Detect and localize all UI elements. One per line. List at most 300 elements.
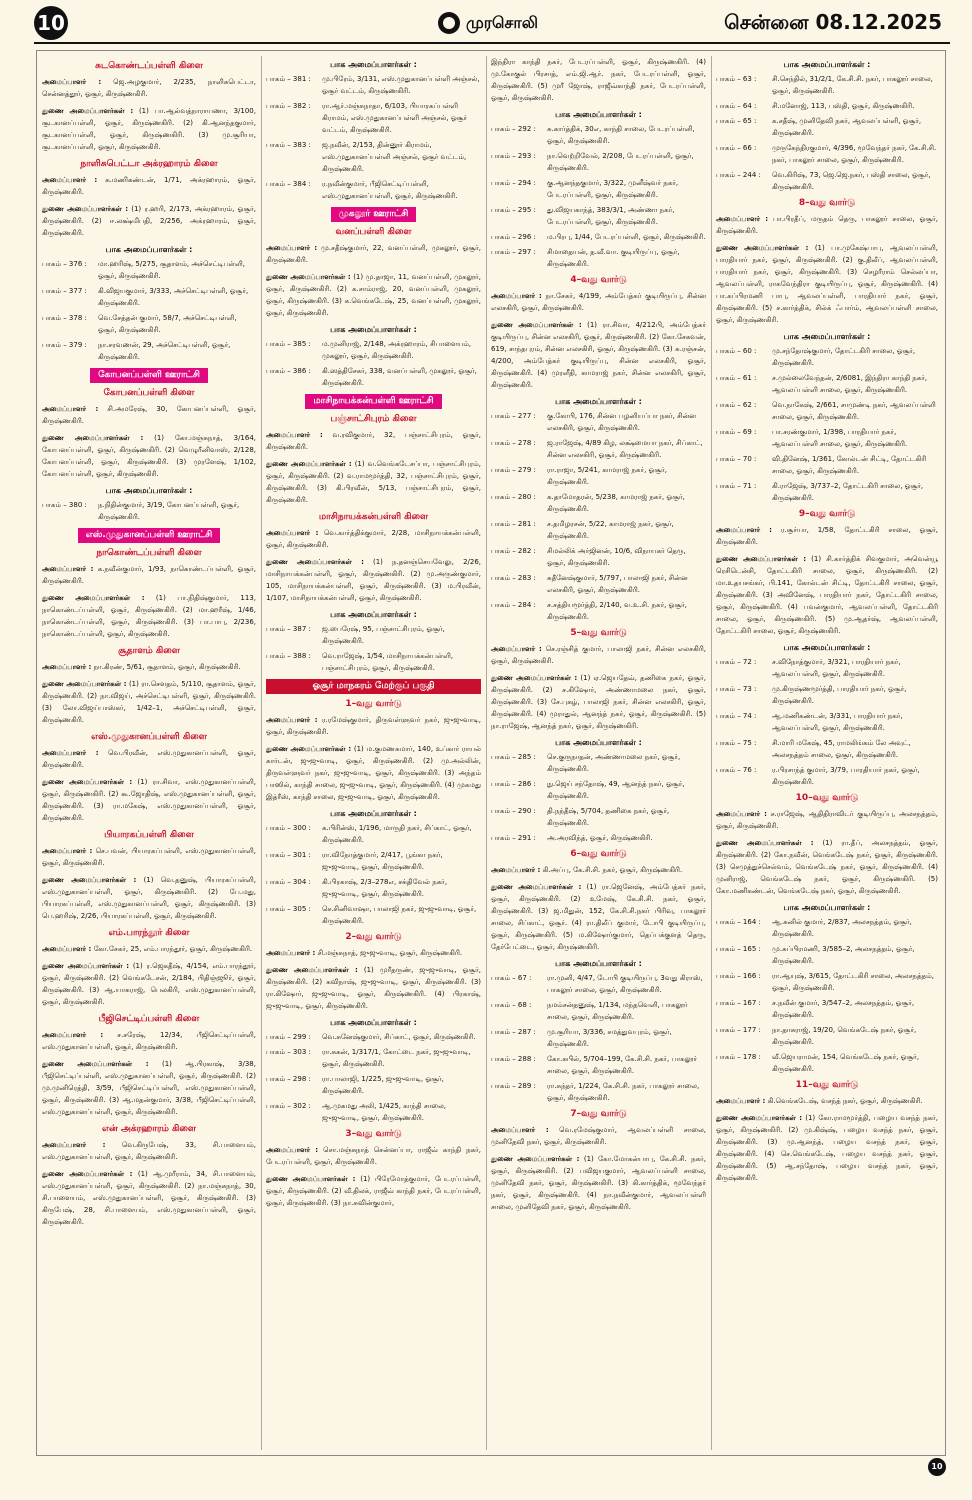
elephant-logo-icon: [438, 12, 460, 34]
booth-organizer: மு.சுப்பிரமணி, 3/585–2, அலசநத்தம், ஓசூர், கிருஷ்ணகிரி.: [772, 945, 915, 965]
booth-row: [42, 285, 256, 309]
booth-row: [491, 123, 706, 147]
role-label: அமைப்பாளர் :: [266, 949, 316, 957]
booth-number: பாகம் – 286 :: [491, 780, 536, 788]
booth-organizers-heading: பாக அமைப்பாளர்கள் :: [330, 325, 417, 334]
role-label: துணை அமைப்பாளர்கள் :: [266, 273, 351, 281]
booth-organizer: ர.நவீன்குமார், பீஜிசெட்டிப்பள்ளி, எஸ்.முதுகானப்பள்ளி, ஓசூர், கிருஷ்ணகிரி.: [322, 180, 458, 200]
role-label: அமைப்பாளர் :: [716, 1097, 766, 1105]
booth-organizer: செ.சினிவாஷா, பாலாஜி நகர், ஜுஜுவாடி, ஓசூர், கிருஷ்ணகிரி.: [322, 905, 477, 925]
booth-number: பாகம் – 71 :: [716, 482, 757, 490]
organizer-entry: [716, 808, 938, 832]
dateline: சென்னை 08.12.2025: [724, 10, 942, 34]
booth-organizer: சு.கார்த்திக், 30எ, காந்தி சாலை, பேடரப்பள்ளி, ஓசூர், கிருஷ்ணகிரி.: [547, 125, 695, 145]
booth-organizer: மு.கிருஷ்ணமூர்த்தி, பாரதியார் நகர், ஓசூர், கிருஷ்ணகிரி.: [772, 685, 907, 705]
booth-number: பாகம் – 304 :: [266, 878, 311, 886]
organizer-details: வெ.பிரவீன், எஸ்.முதுகானப்பள்ளி, ஓசூர், கிருஷ்ணகிரி.: [42, 749, 256, 769]
booth-number: பாகம் – 60 :: [716, 347, 757, 355]
booth-organizer: ச.முல்லைவேந்தன், 2/6081, இந்திரா காந்தி நகர், ஆவலப்பள்ளி சாலை, ஓசூர், கிருஷ்ணகிரி.: [772, 374, 928, 394]
organizer-details: ஜெ.அழகுமார், 2/235, நாளிசுபெட்டா, சென்னத்தூர், ஓசூர், கிருஷ்ணகிரி.: [42, 78, 256, 98]
booth-organizer: ம.பிரபு, 1/44, பேடரப்பள்ளி, ஓசூர், கிருஷ்ணகிரி.: [547, 233, 706, 241]
booth-organizer: ச.நவீன் குமார், 3/547–2, அலசநத்தம், ஓசூர், கிருஷ்ணகிரி.: [772, 999, 915, 1019]
role-label: துணை அமைப்பாளர்கள் :: [491, 883, 582, 891]
booth-organizer: நு.ஜெய் சந்தோஷ், 49, ஆனந்த் நகர், ஓசூர், கிருஷ்ணகிரி.: [547, 780, 685, 800]
booth-organizer: மு.சந்தோஷ்குமார், தோட்டகிரி சாலை, ஓசூர், கிருஷ்ணகிரி.: [772, 347, 916, 367]
organizer-details: நா.சேகர், 4/199, அம்பேத்கர் குடியிருப்பு, சின்ன எலசகிரி, ஓசூர், கிருஷ்ணகிரி.: [491, 292, 706, 312]
organizer-entry: [42, 76, 256, 100]
booth-row: [491, 751, 706, 775]
booth-number: பாகம் – 287 :: [491, 1028, 536, 1036]
booth-number: பாகம் – 382 :: [266, 102, 311, 110]
booth-number: பாகம் – 279 :: [491, 466, 536, 474]
organizer-entry: [716, 837, 938, 897]
organizer-details: செ.ரஞ்சித் குமார், பாலாஜி நகர், சின்ன எலசகிரி, ஓசூர், கிருஷ்ணகிரி.: [491, 645, 706, 665]
booth-row: [266, 338, 481, 362]
booth-number: பாகம் – 277 :: [491, 412, 536, 420]
branch-heading: 11–வது வார்டு: [795, 1080, 859, 1090]
organizer-entry: [42, 845, 256, 869]
booth-organizers-heading: பாக அமைப்பாளர்கள் :: [783, 60, 871, 69]
role-label: அமைப்பாளர் :: [42, 78, 102, 86]
organizer-details: (1) ரா.ஜெனேஷ், அம்பேத்கர் நகர், ஓசூர், கிருஷ்ணகிரி. (2) உமேஷ், கே.சி.சி. நகர், ஓசூர், கிருஷ்ணகிரி. (3) ஜ.மிதுன், 152, கே.சி.சி.நகர் பிரிவு, பாகலூர் சாலை, சிப்காட், ஓசூர். (4) ரா.திலீப் குமார், டோபி குடியிருப்பு, ஓசூர், கிருஷ்ணகிரி. (5) ம.கிஷோர்குமார், தெப்பக்குளத் தெரு, தேர்பேட்டை, ஓசூர், கிருஷ்ணகிரி.: [491, 883, 706, 951]
booth-organizer: நமம்சன்தனுஷ், 1/134, மந்தவெளி, பாகலூர் சாலை, ஓசூர், கிருஷ்ணகிரி.: [547, 1001, 688, 1021]
branch-heading: எம்.பாரந்தூர் கிளை: [108, 928, 190, 938]
role-label: துணை அமைப்பாளர்கள் :: [42, 107, 134, 115]
booth-number: பாகம் – 296 :: [491, 233, 536, 241]
organizer-entry: [716, 1112, 938, 1184]
organizer-entry: [266, 429, 481, 453]
branch-heading: 1–வது வார்டு: [345, 699, 402, 709]
booth-row: [716, 943, 938, 967]
booth-organizers-heading: பாக அமைப்பாளர்கள் :: [555, 110, 642, 119]
booth-organizers-heading: பாக அமைப்பாளர்கள் :: [555, 397, 642, 406]
organizer-details: (1) வ.வெங்கடேசப்பா, பஞ்சாட்சிபுரம், ஓசூர், கிருஷ்ணகிரி. (2) வ.ராமமூர்த்தி, 32, பஞ்சாட்சிபுரம், ஓசூர், கிருஷ்ணகிரி. (3) கி.பிரவீன், 5/13, பஞ்சாட்சிபுரம், ஓசூர், கிருஷ்ணகிரி.: [266, 460, 481, 504]
role-label: அமைப்பாளர் :: [716, 526, 772, 534]
organizer-details: (1) கோ.மஞ்சுநாத், 3/164, கோபனப்பள்ளி, ஓசூர், கிருஷ்ணகிரி. (2) வெழுரீனிவாஸ், 2/128, கோபனப்பள்ளி, ஓசூர், கிருஷ்ணகிரி. (3) முரளேஷ், 1/102, கோபனப்பள்ளி, ஓசூர், கிருஷ்ணகிரி.: [42, 434, 256, 478]
booth-row: [266, 903, 481, 927]
booth-organizer: அ.அரவிந்த், ஓசூர், கிருஷ்ணகிரி.: [547, 834, 653, 842]
role-label: அமைப்பாளர் :: [491, 1126, 549, 1134]
booth-row: [266, 1073, 481, 1097]
booth-number: பாகம் – 282 :: [491, 547, 536, 555]
organizer-details: சொ.மஞ்சுநாத் சென்னப்பா, ராஜீவ் காந்தி நகர், பேடரப்பள்ளி, ஓசூர், கிருஷ்ணகிரி.: [266, 1146, 481, 1166]
organizer-entry: [42, 1029, 256, 1053]
booth-organizer: வீ.ஜெயராமன், 154, வெங்கடேஷ் நகர், ஓசூர், கிருஷ்ணகிரி.: [772, 1053, 920, 1073]
booth-row: [716, 73, 938, 97]
booth-number: பாகம் – 284 :: [491, 601, 536, 609]
booth-row: [491, 1053, 706, 1077]
organizer-entry: [491, 56, 706, 104]
organizer-details: க.மணிகண்டன், 1/71, அக்ரஹாரம், ஓசூர், கிருஷ்ணகிரி.: [42, 176, 256, 196]
organizer-details: (1) பா.ஆல்வத்நாராயணா, 3/100, சூடகானப்பள்ளி, ஓசூர், கிருஷ்ணகிரி. (2) கி.ஆனந்தகுமார், சூடகானப்பள்ளி, ஓசூர், கிருஷ்ணகிரி. (3) மு.சூரியா, சூடகானப்பள்ளி, ஓசூர், கிருஷ்ணகிரி.: [42, 107, 256, 151]
masthead-title: முரசொலி: [466, 12, 538, 32]
booth-row: [266, 1046, 481, 1070]
organizer-entry: [491, 672, 706, 732]
branch-heading: 8–வது வார்டு: [798, 198, 856, 208]
role-label: துணை அமைப்பாளர்கள் :: [491, 321, 582, 329]
page-header: [0, 0, 972, 44]
column-1: [42, 56, 256, 1450]
booth-number: பாகம் – 387 :: [266, 625, 311, 633]
organizer-details: சி.அமரேஷ், 30, கோபனப்பள்ளி, ஓசூர், கிருஷ்ணகிரி.: [42, 405, 256, 425]
booth-number: பாகம் – 380 :: [42, 501, 87, 509]
organizer-details: வெ.ரமேஷ்குமார், ஆவலப்பள்ளி சாலை, முனிதேவி நகர், ஓசூர், கிருஷ்ணகிரி.: [491, 1126, 706, 1146]
booth-row: [716, 916, 938, 940]
booth-number: பாகம் – 388 :: [266, 652, 311, 660]
organizer-details: (1) பா.நிதிஷ்குமார், 113, நாகொண்டப்பள்ளி, ஓசூர், கிருஷ்ணகிரி. (2) மா.ஹரீஷ், 1/46, நாகொண்டப்பள்ளி, ஓசூர், கிருஷ்ணகிரி. (3) பா.பாபு, 2/236, நாகொண்டப்பள்ளி, ஓசூர், கிருஷ்ணகிரி.: [42, 594, 256, 638]
branch-heading: 5–வது வார்டு: [570, 628, 627, 638]
organizer-details: (1) ர.ஜெகதீஷ், 4/154, எம்.பாரந்தூர், ஓசூர், கிருஷ்ணகிரி. (2) வெங்கடேசன், 2/184, பிதிஞ்ஜூர், ஓசூர், கிருஷ்ணகிரி. (3) ஆ.யாசுராஜ், பெலகிரி, எஸ்.முதுகானப்பள்ளி, ஓசூர், கிருஷ்ணகிரி.: [42, 962, 256, 1006]
organizer-entry: [491, 1124, 706, 1148]
booth-organizer: முருகேந்திரகுமார், 4/396, மூவேந்தர் நகர், கே.சி.சி. நகர், பாகலூர் சாலை, ஓசூர், கிருஷ்ணகிரி.: [772, 144, 937, 164]
organizer-entry: [42, 403, 256, 427]
booth-number: பாகம் – 292 :: [491, 125, 536, 133]
booth-number: பாகம் – 67 :: [491, 974, 532, 982]
branch-heading: 10–வது வார்டு: [795, 793, 859, 803]
booth-number: பாகம் – 385 :: [266, 340, 311, 348]
booth-organizers-heading: பாக அமைப்பாளர்கள் :: [783, 903, 871, 912]
booth-row: [491, 999, 706, 1023]
booth-organizer: ரா.பாலாஜி, 1/225, ஜுஜுவாடி, ஓசூர், கிருஷ்ணகிரி.: [322, 1075, 444, 1095]
branch-heading: 4–வது வார்டு: [570, 275, 627, 285]
booth-number: பாகம் – 66 :: [716, 144, 757, 152]
booth-row: [266, 365, 481, 389]
role-label: துணை அமைப்பாளர்கள் :: [716, 1114, 803, 1122]
organizer-details: வெ.கிருபேஷ், 33, சி.பாளையம், எஸ்.முதுகானப்பள்ளி, ஓசூர், கிருஷ்ணகிரி.: [42, 1141, 256, 1161]
booth-number: பாகம் – 166 :: [716, 972, 761, 980]
booth-organizer: சுதீனேஷ்குமார், 5/797, பாலாஜி நகர், சின்ன எலசகிரி, ஓசூர், கிருஷ்ணகிரி.: [547, 574, 688, 594]
column-4: [716, 56, 938, 1450]
organizer-entry: [491, 881, 706, 953]
booth-number: பாகம் – 297 :: [491, 248, 536, 256]
booth-row: [716, 169, 938, 193]
booth-organizer: ந.நிதின்குமார், 3/19, கோபனப்பள்ளி, ஓசூர், கிருஷ்ணகிரி.: [98, 501, 240, 521]
booth-organizer: சி.மாரி மகேஷ், 45, ராமலிங்கம் லே அவுட், அலசநத்தம் சாலை, ஓசூர், கிருஷ்ணகிரி.: [772, 739, 911, 759]
organizer-entry: [42, 563, 256, 587]
booth-row: [716, 764, 938, 788]
booth-row: [716, 142, 938, 166]
organizer-details: வ.ரவிகுமார், 32, பஞ்சாட்சிபுரம், ஓசூர், கிருஷ்ணகிரி.: [266, 431, 481, 451]
organizer-details: (1) கோ.ராமமூர்த்தி, பழைய வசந்த் நகர், ஓசூர், கிருஷ்ணகிரி. (2) மு.கிஷ்ஷ், பழைய வசந்த் நகர், ஓசூர், கிருஷ்ணகிரி. (3) மு.ஆனந்த், பழைய வசந்த் நகர், ஓசூர், கிருஷ்ணகிரி. (4) செ.வெங்கடேஷ், பழைய வசந்த் நகர், ஓசூர், கிருஷ்ணகிரி. (5) ஆ.சந்தோஷ், பழைய வசந்த் நகர், ஓசூர், கிருஷ்ணகிரி.: [716, 1114, 938, 1182]
booth-organizer: கோ.சுபில், 5/704–199, கே.சி.சி. நகர், பாகலூர் சாலை, ஓசூர், கிருஷ்ணகிரி.: [547, 1055, 697, 1075]
branch-heading: மாசிநாயக்கன்பள்ளி கிளை: [318, 512, 429, 522]
organizer-entry: [42, 960, 256, 1008]
role-label: அமைப்பாளர் :: [42, 847, 93, 855]
organizer-details: சி.மஞ்சுநாத், ஜுஜுவாடி, ஓசூர், கிருஷ்ணகிரி.: [317, 949, 463, 957]
branch-heading: எஸ்.முதுகானப்பள்ளி கிளை: [91, 732, 207, 742]
booth-number: பாகம் – 378 :: [42, 314, 87, 322]
booth-number: பாகம் – 294 :: [491, 179, 536, 187]
role-label: துணை அமைப்பாளர்கள் :: [42, 205, 129, 213]
organizer-entry: [266, 1173, 481, 1209]
role-label: துணை அமைப்பாளர்கள் :: [266, 558, 364, 566]
organizer-entry: [491, 290, 706, 314]
organizer-details: (1) முரீதருண், ஜுஜுவாடி, ஓசூர், கிருஷ்ணகிரி. (2) கவிநாஷ், ஜுஜுவாடி, ஓசூர், கிருஷ்ணகிரி. (3) ரா.கிஷோர், ஜுஜுவாடி, ஓசூர், கிருஷ்ணகிரி. (4) பிரகாஷ், ஜுஜுவாடி, ஓசூர், கிருஷ்ணகிரி.: [266, 966, 481, 1010]
organizer-details: (1) ரா.சிவா, எஸ்.முதுகானப்பள்ளி, ஓசூர், கிருஷ்ணகிரி. (2) கூ.ஜோதிஷ், எஸ்.முதுகானப்பள்ளி, ஓசூர், கிருஷ்ணகிரி. (3) ரா.மகேஷ், எஸ்.முதுகானப்பள்ளி, ஓசூர், கிருஷ்ணகிரி.: [42, 778, 256, 822]
role-label: அமைப்பாளர் :: [716, 810, 767, 818]
role-label: அமைப்பாளர் :: [42, 1031, 104, 1039]
role-label: துணை அமைப்பாளர்கள் :: [266, 1175, 356, 1183]
organizer-details: (1) ரா.தீப், அலசநத்தம், ஓசூர், கிருஷ்ணகிரி. (2) கோ.நவீன், வெங்கடேஷ் நகர், ஓசூர், கிருஷ்ணகிரி. (3) செமுத்துச்செல்வம், வெங்கடேஷ் நகர், ஓசூர், கிருஷ்ணகிரி. (4) முனிராஜ், வெங்கடேஷ் நகர், ஓசூர், கிருஷ்ணகிரி. (5) கோ.மணிகண்டன், வெங்கடேஷ் நகர், ஓசூர், கிருஷ்ணகிரி.: [716, 839, 938, 895]
booth-organizers-heading: பாக அமைப்பாளர்கள் :: [330, 610, 417, 619]
booth-organizer: ரா.சுகன், 1/317/1, கோட்டை நகர், ஜுஜுவாடி, ஓசூர், கிருஷ்ணகிரி.: [322, 1048, 471, 1068]
organizer-details: (1) ரா.சௌதம், 5/110, சூதாளம், ஓசூர், கிருஷ்ணகிரி. (2) நா.விஜய், அச்செட்டிபள்ளி, ஓசூர், கிருஷ்ணகிரி. (3) லோ.விஜய்பாஸ்கர், 1/42–1, அச்செட்டிபள்ளி, ஓசூர், கிருஷ்ணகிரி.: [42, 680, 256, 724]
booth-organizer: கி.ஸத்திசேகர், 338, வனப்பள்ளி, முகலூர், ஓசூர், கிருஷ்ணகிரி.: [322, 367, 477, 387]
organizer-details: (1) ர.ஹரி, 2/173, அக்ரஹாரம், ஓசூர், கிருஷ்ணகிரி. (2) ஈ.லக்ஷ்மிபதி, 2/256, அக்ரஹாரம், ஓசூர், கிருஷ்ணகிரி.: [42, 205, 256, 237]
booth-row: [266, 1031, 481, 1043]
organizer-entry: [42, 1168, 256, 1228]
booth-organizer: ஆ.சுனில் குமார், 2/837, அலசநத்தம், ஓசூர், கிருஷ்ணகிரி.: [772, 918, 912, 938]
booth-organizer: நா.சரவணன், 29, அச்செட்டிபள்ளி, ஓசூர், கிருஷ்ணகிரி.: [98, 341, 231, 361]
organizer-entry: [266, 947, 481, 959]
organizer-entry: [42, 1139, 256, 1163]
booth-row: [716, 1051, 938, 1075]
organizer-entry: [42, 432, 256, 480]
organizer-entry: [266, 242, 481, 266]
organizer-details: மு.சதீஷ்குமார், 22, வனப்பள்ளி, முகலூர், ஓசூர், கிருஷ்ணகிரி.: [266, 244, 481, 264]
booth-row: [491, 410, 706, 434]
column-divider: [711, 56, 712, 1450]
booth-row: [491, 832, 706, 844]
role-label: துணை அமைப்பாளர்கள் :: [266, 966, 358, 974]
header-rule: [34, 42, 950, 44]
role-label: துணை அமைப்பாளர்கள் :: [491, 674, 578, 682]
organizer-entry: [266, 527, 481, 551]
booth-organizer: கி.விஜயகுமார், 3/333, அச்செட்டிபள்ளி, ஓசூர், கிருஷ்ணகிரி.: [98, 287, 249, 307]
role-label: அமைப்பாளர் :: [266, 431, 323, 439]
booth-row: [491, 204, 706, 228]
booth-row: [716, 399, 938, 423]
booth-organizer: ரா.சுந்தர், 1/224, கே.சி.சி. நகர், பாகலூர் சாலை, ஓசூர், கிருஷ்ணகிரி.: [547, 1082, 700, 1102]
organizer-details: வெ.கார்த்திக்குமார், 2/28, மாசிநாயக்கன்பள்ளி, ஓசூர், கிருஷ்ணகிரி.: [266, 529, 481, 549]
booth-row: [491, 1026, 706, 1050]
booth-organizer: பா.சரண்குமார், 1/398, பாரதியார் நகர், ஆவலப்பள்ளி சாலை, ஓசூர், கிருஷ்ணகிரி.: [772, 428, 908, 448]
booth-row: [716, 480, 938, 504]
booth-number: பாகம் – 285 :: [491, 753, 536, 761]
organizer-entry: [266, 458, 481, 506]
booth-organizer: ரா.முனி, 4/47, டோபி குடியிருப்பு, 3வது கிராஸ், பாகலூர் சாலை, ஓசூர், கிருஷ்ணகிரி.: [547, 974, 703, 994]
booth-organizer: வெ.கிரிஷ், 73, ஜெ.ஜெ.நகர், பஸ்தி சாலை, ஓசூர், கிருஷ்ணகிரி.: [772, 171, 931, 191]
role-label: துணை அமைப்பாளர்கள் :: [266, 460, 352, 468]
column-3: [491, 56, 706, 1450]
booth-number: பாகம் – 280 :: [491, 493, 536, 501]
organizer-entry: [491, 643, 706, 667]
booth-number: பாகம் – 63 :: [716, 75, 757, 83]
organizer-details: செ.பவன், பியாரகப்பள்ளி, எஸ்.முதுகானப்பள்ளி, ஓசூர், கிருஷ்ணகிரி.: [42, 847, 256, 867]
organizer-entry: [716, 524, 938, 548]
booth-number: பாகம் – 178 :: [716, 1053, 761, 1061]
booth-number: பாகம் – 278 :: [491, 439, 536, 447]
booth-organizer: ம.முனிராஜ், 2/148, அக்ரஹாரம், சிபாளையம், முகலூர், ஓசூர், கிருஷ்ணகிரி.: [322, 340, 472, 360]
booth-number: பாகம் – 76 :: [716, 766, 757, 774]
column-divider: [261, 56, 262, 1450]
organizer-details: கி.அப்பு, கே.சி.சி. நகர், ஓசூர், கிருஷ்ணகிரி.: [542, 866, 683, 874]
booth-number: பாகம் – 165 :: [716, 945, 761, 953]
organizer-entry: [42, 661, 256, 673]
role-label: அமைப்பாளர் :: [42, 1141, 106, 1149]
booth-organizer: தி.நந்தீஷ், 5/704, தணிகை நகர், ஓசூர், கிருஷ்ணகிரி.: [547, 807, 670, 827]
role-label: அமைப்பாளர் :: [716, 215, 769, 223]
branch-heading: 2–வது வார்டு: [345, 932, 402, 942]
organizer-entry: [266, 743, 481, 803]
booth-number: பாகம் – 301 :: [266, 851, 311, 859]
booth-number: பாகம் – 72 :: [716, 658, 757, 666]
booth-row: [716, 115, 938, 139]
column-2: [266, 56, 481, 1450]
role-label: அமைப்பாளர் :: [42, 176, 98, 184]
booth-row: [42, 258, 256, 282]
booth-row: [716, 997, 938, 1021]
organizer-details: (1) ஆ.பிரகாஷ், 3/38, பீஜிசெட்டிப்பள்ளி, எஸ்.முதுகானப்பள்ளி, ஓசூர், கிருஷ்ணகிரி. (2) மு.முனிரெத்தி, 3/59, பீஜிசெட்டிப்பள்ளி, எஸ்.முதுகானப்பள்ளி, ஓசூர், கிருஷ்ணகிரி. (3) ஆ.மதன்குமார், 3/38, பீஜிசெட்டிப்பள்ளி, எஸ்.முதுகானப்பள்ளி, ஓசூர், கிருஷ்ணகிரி.: [42, 1060, 256, 1116]
booth-row: [716, 656, 938, 680]
booth-row: [491, 518, 706, 542]
booth-number: பாகம் – 62 :: [716, 401, 757, 409]
organizer-entry: [266, 271, 481, 319]
branch-heading: பஞ்சாட்சிபுரம் கிளை: [330, 414, 417, 424]
role-label: அமைப்பாளர் :: [42, 405, 99, 413]
organizer-details: க.நவீன்குமார், 1/93, நாகொண்டப்பள்ளி, ஓசூர், கிருஷ்ணகிரி.: [42, 565, 256, 585]
organizer-details: (1) ந.தனஞ்செயவேலு, 2/26, மாசிநாயக்கன்பள்ளி, ஓசூர், கிருஷ்ணகிரி. (2) மு.அருண்குமார், 105, மாசிநாயக்கன்பள்ளி, ஓசூர், கிருஷ்ணகிரி. (3) ம.பிரவீன், 1/107, மாசிநாயக்கன்பள்ளி, ஓசூர், கிருஷ்ணகிரி.: [266, 558, 481, 602]
booth-row: [716, 100, 938, 112]
booth-number: பாகம் – 300 :: [266, 824, 311, 832]
role-label: அமைப்பாளர் :: [266, 1146, 319, 1154]
booth-row: [716, 970, 938, 994]
booth-number: பாகம் – 298 :: [266, 1075, 311, 1083]
organizer-details: ர.ரமேஷ்குமார், திருவள்ளுவர் நகர், ஜுஜுவாடி, ஓசூர், கிருஷ்ணகிரி.: [266, 716, 481, 736]
booth-organizer: ர.பிரசாந்த் குமார், 3/79, பாரதியார் நகர், ஓசூர், கிருஷ்ணகிரி.: [772, 766, 920, 786]
panchayat-heading: மாசிநாயக்கன்பள்ளி ஊராட்சி: [305, 394, 441, 409]
booth-row: [491, 491, 706, 515]
organizer-entry: [42, 874, 256, 922]
booth-row: [716, 1024, 938, 1048]
booth-organizer: க.தாமோதரன், 5/238, காமராஜ் நகர், ஓசூர், கிருஷ்ணகிரி.: [547, 493, 685, 513]
booth-organizer: ச.சத்தியமூர்த்தி, 2/140, வ.உ.சி. நகர், ஓசூர், கிருஷ்ணகிரி.: [547, 601, 688, 621]
booth-organizer: ச.விநோத்குமார், 3/321, பாரதியார் நகர், ஆவலப்பள்ளி, ஓசூர், கிருஷ்ணகிரி.: [772, 658, 901, 678]
booth-row: [266, 623, 481, 647]
organizer-details: (1) வெ.தனுஷ், பியாரகப்பள்ளி, எஸ்.முதுகானப்பள்ளி, ஓசூர், கிருஷ்ணகிரி. (2) பே.மது, பியாரகப்பள்ளி, எஸ்.முதுகானப்பள்ளி, ஓசூர், கிருஷ்ணகிரி. (3) பெ.ஹரிஷ், 2/26, பியாரகப்பள்ளி, ஓசூர், கிருஷ்ணகிரி.: [42, 876, 256, 920]
booth-row: [716, 453, 938, 477]
booth-number: பாகம் – 288 :: [491, 1055, 536, 1063]
organizer-details: இந்திரா காந்தி நகர், பேடரப்பள்ளி, ஓசூர், கிருஷ்ணகிரி. (4) மு.கோகுல் பிரசாத், எம்.ஜி.ஆர். நகர், பேடரப்பள்ளி, ஓசூர், கிருஷ்ணகிரி. (5) முரீ ஜோஷ், ராஜீவ்காந்தி நகர், பேடரப்பள்ளி, ஓசூர், கிருஷ்ணகிரி.: [491, 58, 706, 102]
organizer-entry: [42, 678, 256, 726]
organizer-entry: [266, 714, 481, 738]
role-label: துணை அமைப்பாளர்கள் :: [716, 244, 809, 252]
booth-row: [491, 572, 706, 596]
organizer-entry: [716, 213, 938, 237]
booth-number: பாகம் – 69 :: [716, 428, 757, 436]
booth-organizer: கு.ஆனந்தகுமார், 3/322, முனீஷ்வர் நகர், பேடரப்பள்ளி, ஓசூர், கிருஷ்ணகிரி.: [547, 179, 679, 199]
branch-heading: நாகொண்டப்பள்ளி கிளை: [96, 548, 202, 558]
role-label: துணை அமைப்பாளர்கள் :: [42, 876, 137, 884]
footer-page-number: 10: [928, 1458, 946, 1476]
booth-organizers-heading: பாக அமைப்பாளர்கள் :: [783, 643, 871, 652]
role-label: அமைப்பாளர் :: [42, 749, 99, 757]
organizer-entry: [716, 1095, 938, 1107]
organizer-entry: [42, 747, 256, 771]
branch-heading: 6–வது வார்டு: [570, 849, 627, 859]
organizer-details: ச.ராஜேஷ், ஆதிதிராவிடர் குடியிருப்பு, அலசநத்தம், ஓசூர், கிருஷ்ணகிரி.: [716, 810, 938, 830]
role-label: துணை அமைப்பாளர்கள் :: [42, 434, 144, 442]
booth-organizer: ரா.ராஜா, 5/241, காமராஜ் நகர், ஓசூர், கிருஷ்ணகிரி.: [547, 466, 667, 486]
organizer-details: (1) ம.குமணசுமார், 140, உப்கார் ராயல் கார்டன், ஜுஜுவாடி, ஓசூர், கிருஷ்ணகிரி. (2) மு.அல்லின், திருவள்ளுவர் நகர், ஜுஜுவாடி, ஓசூர், கிருஷ்ணகிரி. (3) அந்தம் பாஸில், காந்தி சாலை, ஜுஜுவாடி, ஓசூர், கிருஷ்ணகிரி. (4) முகமது இத்ரீஸ், காந்தி சாலை, ஜுஜுவாடி, ஓசூர், கிருஷ்ணகிரி.: [266, 745, 481, 801]
booth-row: [42, 499, 256, 523]
booth-organizer: சி.செந்தில், 31/2/1, கே.சி.சி. நகர், பாகலூர் சாலை, ஓசூர், கிருஷ்ணகிரி.: [772, 75, 933, 95]
booth-number: பாகம் – 379 :: [42, 341, 87, 349]
booth-row: [266, 100, 481, 136]
booth-row: [266, 139, 481, 175]
branch-heading: என் அக்ரஹாரம் கிளை: [101, 1124, 197, 1134]
organizer-entry: [42, 592, 256, 640]
booth-number: பாகம் – 381 :: [266, 75, 311, 83]
booth-number: பாகம் – 302 :: [266, 1102, 311, 1110]
booth-row: [491, 778, 706, 802]
booth-organizer: வெ.சுனேஷ்குமார், சிப்காட், ஓசூர், கிருஷ்ணகிரி.: [322, 1033, 476, 1041]
booth-organizer: க.பிரின்ஸ், 1/196, மாருதி நகர், சிப்காட், ஓசூர், கிருஷ்ணகிரி.: [322, 824, 472, 844]
role-label: துணை அமைப்பாளர்கள் :: [42, 962, 130, 970]
booth-number: பாகம் – 283 :: [491, 574, 536, 582]
role-label: துணை அமைப்பாளர்கள் :: [42, 1170, 133, 1178]
booth-number: பாகம் – 65 :: [716, 117, 757, 125]
booth-row: [716, 683, 938, 707]
branch-heading: 7–வது வார்டு: [570, 1109, 627, 1119]
booth-number: பாகம் – 290 :: [491, 807, 536, 815]
role-label: துணை அமைப்பாளர்கள் :: [42, 594, 145, 602]
booth-organizer: செ.குருநாதன், அண்ணாமலை நகர், ஓசூர், கிருஷ்ணகிரி.: [547, 753, 681, 773]
booth-number: பாகம் – 291 :: [491, 834, 536, 842]
booth-row: [491, 177, 706, 201]
booth-number: பாகம் – 377 :: [42, 287, 87, 295]
role-label: துணை அமைப்பாளர்கள் :: [42, 1060, 149, 1068]
branch-heading: பீஜிசெட்டிப்பள்ளி கிளை: [98, 1014, 200, 1024]
booth-organizer: மா.ஹரிஷ், 5/275, சூதாளம், அச்செட்டிபள்ளி, ஓசூர், கிருஷ்ணகிரி.: [98, 260, 245, 280]
booth-organizer: கு.கோபி, 176, சின்ன பழனியப்பா நகர், சின்ன எலசகிரி, ஓசூர், கிருஷ்ணகிரி.: [547, 412, 697, 432]
booth-number: பாகம் – 177 :: [716, 1026, 761, 1034]
organizer-entry: [42, 105, 256, 153]
booth-number: பாகம் – 289 :: [491, 1082, 536, 1090]
booth-organizers-heading: பாக அமைப்பாளர்கள் :: [330, 1018, 417, 1027]
booth-number: பாகம் – 386 :: [266, 367, 311, 375]
role-label: துணை அமைப்பாளர்கள் :: [716, 555, 807, 563]
booth-number: பாகம் – 68 :: [491, 1001, 532, 1009]
booth-organizers-heading: பாக அமைப்பாளர்கள் :: [330, 60, 417, 69]
booth-number: பாகம் – 383 :: [266, 141, 311, 149]
organizer-entry: [491, 864, 706, 876]
booth-organizer: சிமாதையன், த.வீ.வா. குடியிருப்பு, ஓசூர், கிருஷ்ணகிரி.: [547, 248, 680, 268]
booth-organizers-heading: பாக அமைப்பாளர்கள் :: [105, 486, 193, 495]
masthead: [438, 10, 538, 36]
panchayat-heading: முகலூர் ஊராட்சி: [331, 207, 417, 222]
booth-row: [491, 545, 706, 569]
booth-organizers-heading: பாக அமைப்பாளர்கள் :: [783, 332, 871, 341]
booth-number: பாகம் – 167 :: [716, 999, 761, 1007]
branch-heading: நாளிசுபெட்டா அக்ரஹாரம் கிளை: [80, 159, 218, 169]
booth-organizers-heading: பாக அமைப்பாளர்கள் :: [330, 809, 417, 818]
booth-organizer: வெ.நாகேஷ், 2/661, சாமுண்டி நகர், ஆவலப்பள்ளி சாலை, ஓசூர், கிருஷ்ணகிரி.: [772, 401, 936, 421]
booth-organizer: ஜ.பைரேஷ், 95, பஞ்சாட்சிபுரம், ஓசூர், கிருஷ்ணகிரி.: [322, 625, 445, 645]
booth-organizer: ரா.விநோத்குமார், 2/417, பூங்கா நகர், ஜுஜுவாடி, ஓசூர், கிருஷ்ணகிரி.: [322, 851, 443, 871]
booth-row: [266, 650, 481, 674]
organizer-details: கி.வெங்கடேஷ், வசந்த் நகர், ஓசூர், கிருஷ்ணகிரி.: [767, 1097, 923, 1105]
booth-number: பாகம் – 384 :: [266, 180, 311, 188]
booth-row: [266, 1100, 481, 1124]
organizer-entry: [266, 556, 481, 604]
column-divider: [486, 56, 487, 1450]
role-label: அமைப்பாளர் :: [491, 292, 542, 300]
branch-heading: சுடகொண்டப்பள்ளி கிளை: [95, 61, 203, 71]
organizer-entry: [42, 203, 256, 239]
role-label: துணை அமைப்பாளர்கள் :: [42, 778, 133, 786]
role-label: அமைப்பாளர் :: [42, 565, 94, 573]
